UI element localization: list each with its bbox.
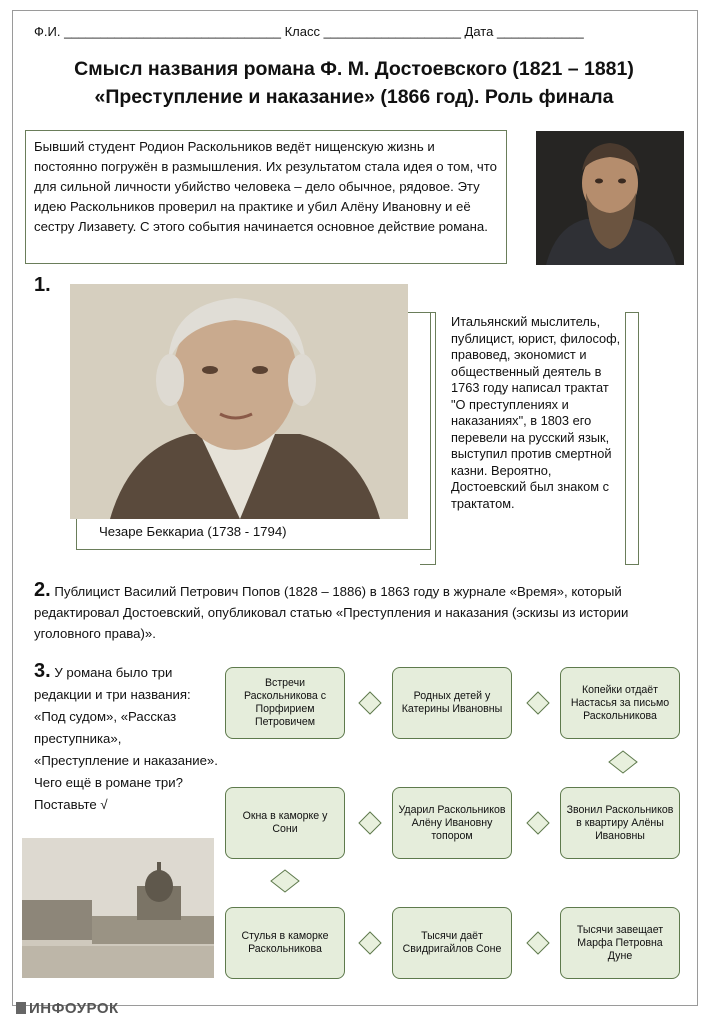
student-info-line: Ф.И. ______________________________ Класс ___________________ Дата ____________ bbox=[34, 24, 584, 39]
check-diamond-6[interactable] bbox=[270, 869, 300, 893]
option-box-5: Ударил Раскольников Алёну Ивановну топором bbox=[392, 787, 512, 859]
dostoevsky-portrait bbox=[536, 131, 684, 265]
beccaria-description: Итальянский мыслитель, публицист, юрист, философ, правовед, экономист и общественный деятель в 1763 году написал трактат "О преступлениях и наказаниях", в 1803 его перевели на русский язык, выступил против смертной казни. Вероятно, Достоевский был знаком с трактатом. bbox=[451, 314, 621, 511]
check-diamond-4[interactable] bbox=[358, 811, 382, 835]
check-diamond-8[interactable] bbox=[526, 931, 550, 955]
logo-mark-icon bbox=[16, 1002, 26, 1014]
option-box-1: Встречи Раскольникова с Порфирием Петровичем bbox=[225, 667, 345, 739]
city-illustration bbox=[22, 838, 214, 978]
section-1-number: 1. bbox=[34, 274, 51, 296]
option-box-4: Окна в каморке у Сони bbox=[225, 787, 345, 859]
section-3-number: 3. bbox=[34, 660, 51, 682]
check-diamond-5[interactable] bbox=[526, 811, 550, 835]
check-diamond-3[interactable] bbox=[608, 750, 638, 774]
title-line-1: Смысл названия романа Ф. М. Достоевского (1821 – 1881) bbox=[74, 58, 634, 80]
page-title bbox=[20, 55, 688, 111]
option-box-7: Стулья в каморке Раскольникова bbox=[225, 907, 345, 979]
check-diamond-7[interactable] bbox=[358, 931, 382, 955]
beccaria-portrait bbox=[70, 284, 408, 519]
option-box-8: Тысячи даёт Свидригайлов Соне bbox=[392, 907, 512, 979]
check-diamond-2[interactable] bbox=[526, 691, 550, 715]
section-3 bbox=[34, 660, 219, 816]
option-box-6: Звонил Раскольников в квартиру Алёны Ивановны bbox=[560, 787, 680, 859]
beccaria-caption: Чезаре Беккариа (1738 - 1794) bbox=[99, 524, 287, 539]
intro-text: Бывший студент Родион Раскольников ведёт нищенскую жизнь и постоянно погружён в размышления. Их результатом стала идея о том, что для сильной личности убийство человека – дело обычное, рядовое. Эту идею Раскольников проверил на практике и убил Алёну Ивановну и её сестру Лизавету. С этого события начинается основное действие романа. bbox=[25, 130, 507, 264]
option-box-3: Копейки отдаёт Настасья за письмо Раскольникова bbox=[560, 667, 680, 739]
section-2-number: 2. bbox=[34, 579, 51, 601]
section-3-text: У романа было три редакции и три названия: «Под судом», «Рассказ преступника», «Преступление и наказание». Чего ещё в романе три? Поставьте √ bbox=[34, 665, 218, 812]
logo-text: ИНФОУРОК bbox=[29, 1000, 119, 1017]
option-box-9: Тысячи завещает Марфа Петровна Дуне bbox=[560, 907, 680, 979]
option-box-2: Родных детей у Катерины Ивановны bbox=[392, 667, 512, 739]
section-2-text: Публицист Василий Петрович Попов (1828 – 1886) в 1863 году в журнале «Время», который редактировал Достоевский, опубликовал статью «Преступления и наказания (эскизы из истории уголовного права)». bbox=[34, 584, 629, 641]
left-bracket bbox=[420, 312, 436, 565]
infourok-logo bbox=[16, 1000, 119, 1017]
title-line-2: «Преступление и наказание» (1866 год). Роль финала bbox=[94, 86, 614, 108]
check-diamond-1[interactable] bbox=[358, 691, 382, 715]
right-bracket bbox=[625, 312, 639, 565]
section-2 bbox=[34, 580, 684, 644]
